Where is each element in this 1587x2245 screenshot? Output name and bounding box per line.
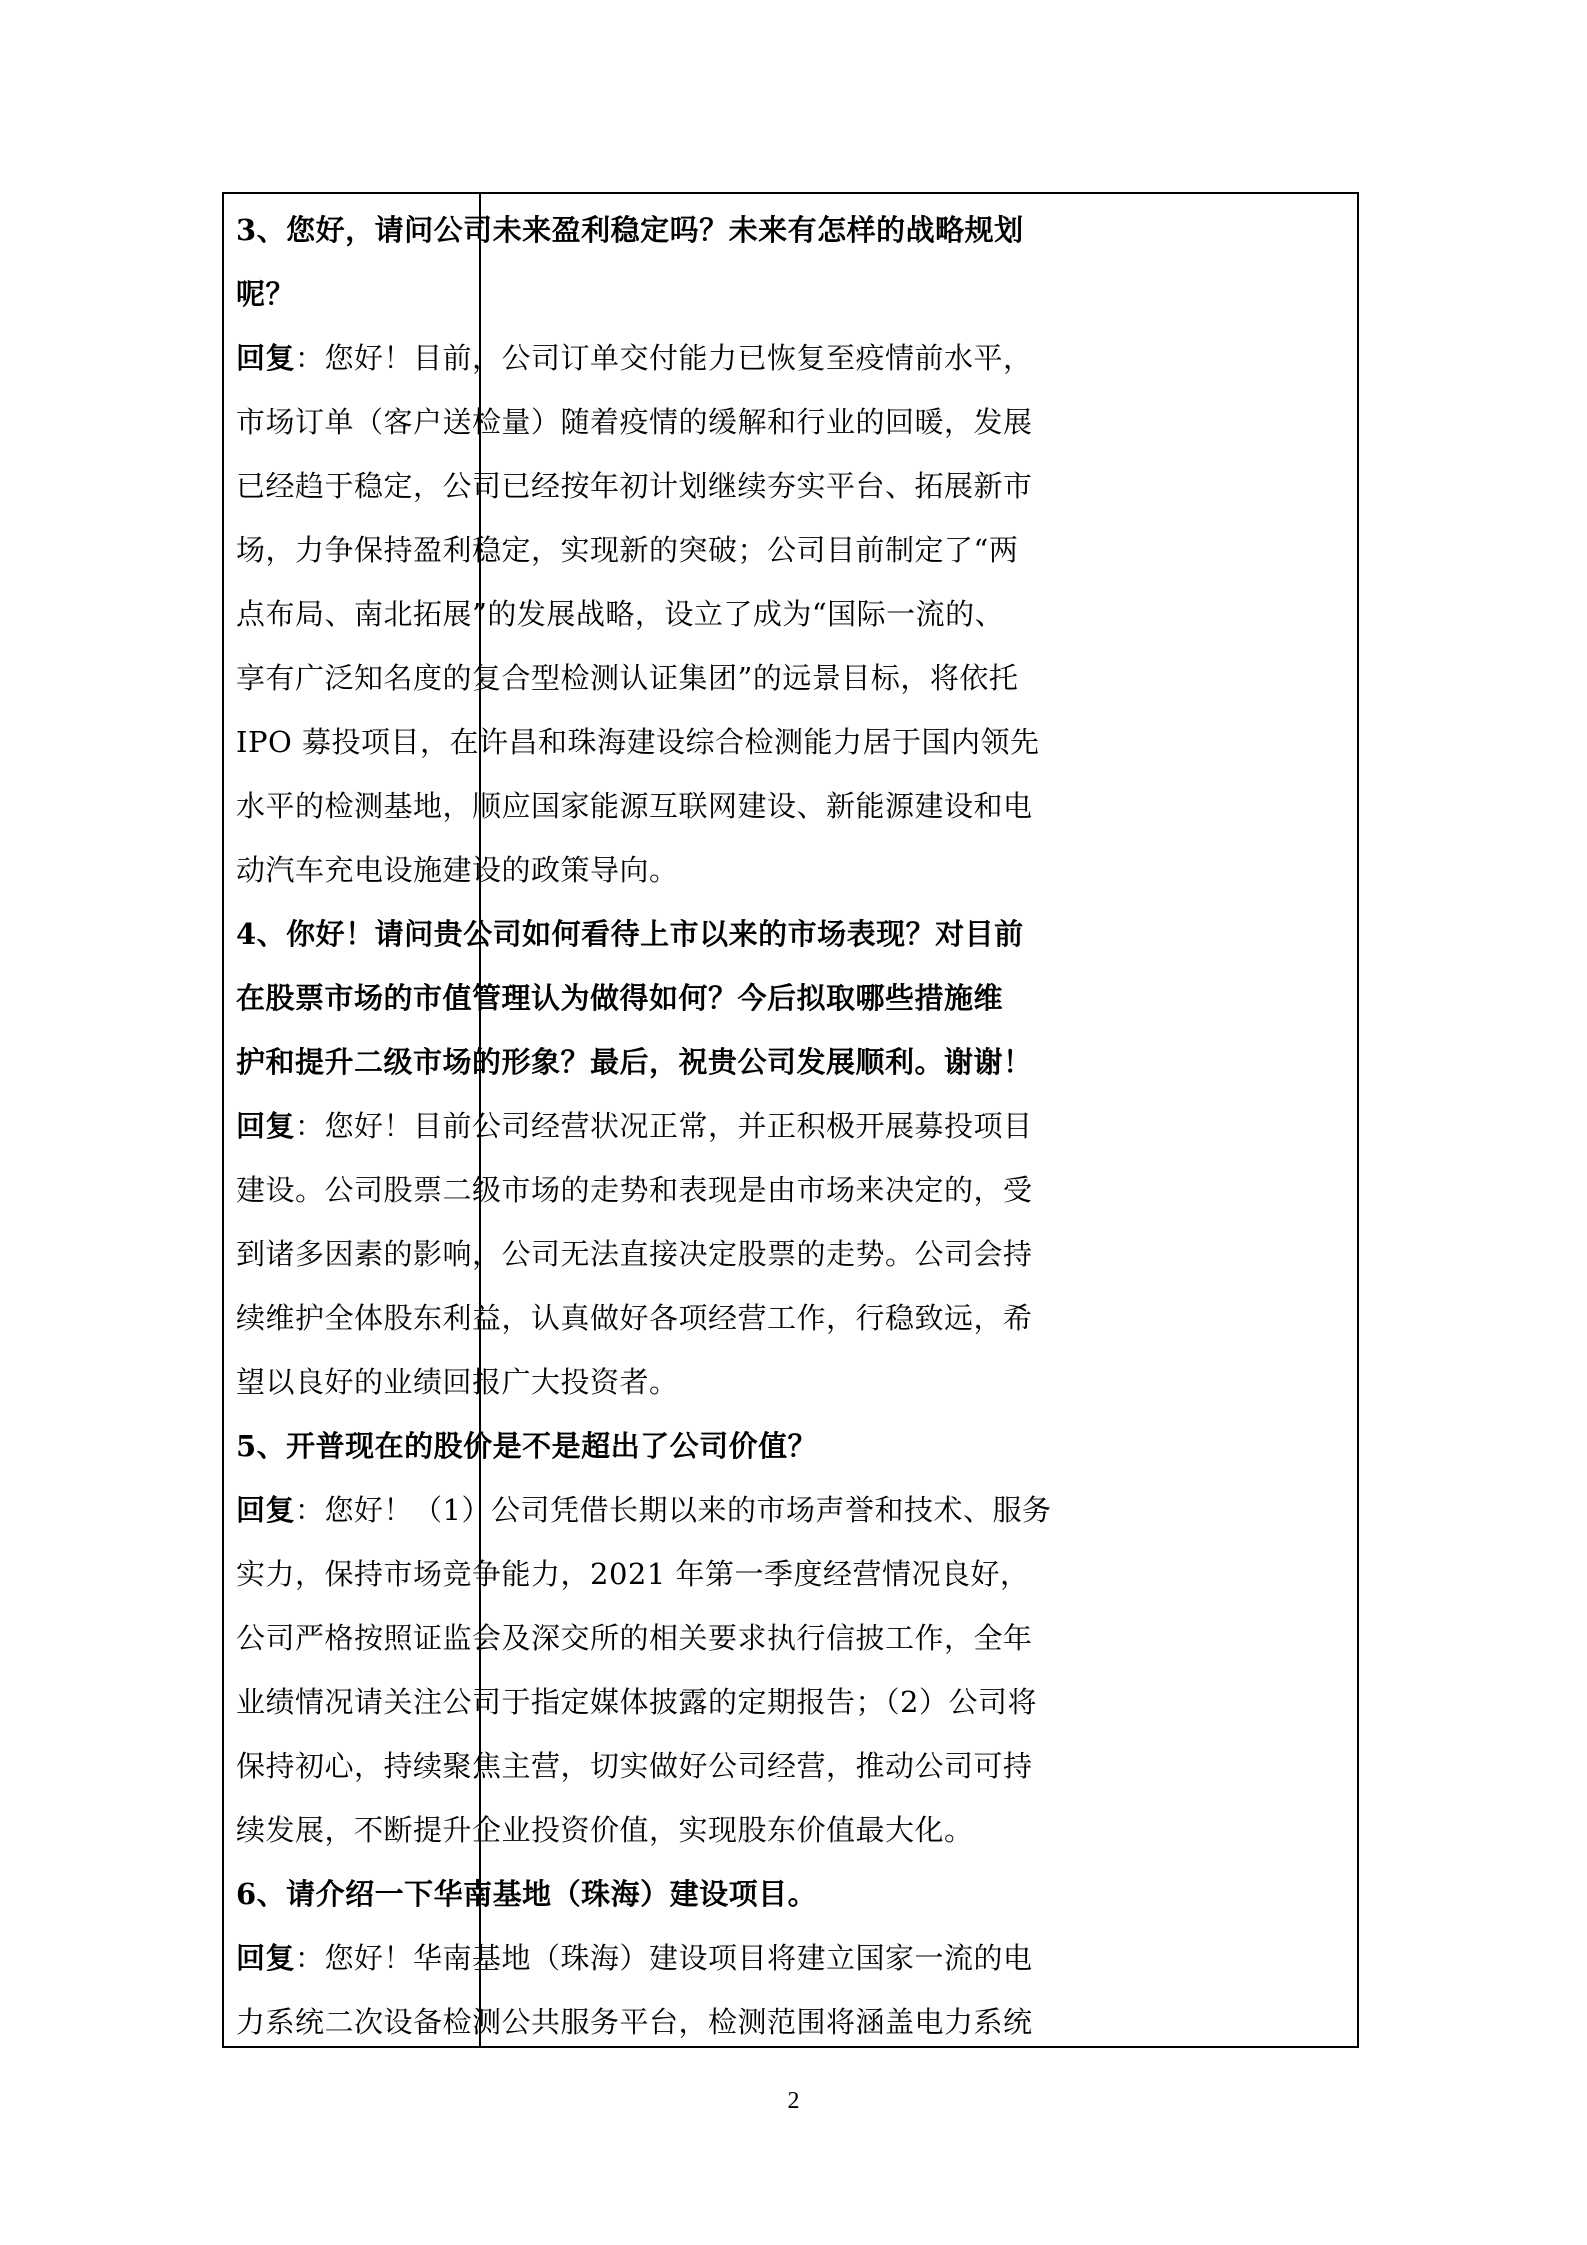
- line-text: 建设。公司股票二级市场的走势和表现是由市场来决定的，受: [236, 1173, 1033, 1207]
- question-line: [236, 1414, 1346, 1478]
- line-text: 5、开普现在的股价是不是超出了公司价值？: [236, 1429, 818, 1463]
- answer-line: [236, 1798, 1346, 1862]
- reply-line: [236, 1094, 1346, 1158]
- line-text: 动汽车充电设施建设的政策导向。: [236, 853, 679, 887]
- answer-line: [236, 710, 1346, 774]
- question-line: [236, 1030, 1346, 1094]
- line-text: 力系统二次设备检测公共服务平台，检测范围将涵盖电力系统: [236, 2005, 1033, 2039]
- reply-label: 回复: [236, 341, 296, 375]
- line-text: ：您好！（1）公司凭借长期以来的市场声誉和技术、服务: [295, 1493, 1052, 1527]
- answer-line: [236, 1990, 1346, 2054]
- answer-line: [236, 774, 1346, 838]
- line-text: 4、你好！请问贵公司如何看待上市以来的市场表现？对目前: [236, 917, 1024, 951]
- line-text: 实力，保持市场竞争能力，2021 年第一季度经营情况良好，: [236, 1557, 1030, 1591]
- line-text: ：您好！目前公司经营状况正常，并正积极开展募投项目: [295, 1109, 1033, 1143]
- line-text: ：您好！华南基地（珠海）建设项目将建立国家一流的电: [295, 1941, 1033, 1975]
- answer-line: [236, 1222, 1346, 1286]
- line-text: 6、请介绍一下华南基地（珠海）建设项目。: [236, 1877, 818, 1911]
- answer-line: [236, 1670, 1346, 1734]
- line-text: 点布局、南北拓展”的发展战略，设立了成为“国际一流的、: [236, 597, 1005, 631]
- answer-line: [236, 1542, 1346, 1606]
- answer-line: [236, 582, 1346, 646]
- line-text: 业绩情况请关注公司于指定媒体披露的定期报告；（2）公司将: [236, 1685, 1037, 1719]
- line-text: 保持初心，持续聚焦主营，切实做好公司经营，推动公司可持: [236, 1749, 1033, 1783]
- reply-label: 回复: [236, 1941, 296, 1975]
- line-text: 望以良好的业绩回报广大投资者。: [236, 1365, 679, 1399]
- question-line: [236, 966, 1346, 1030]
- question-line: [236, 1862, 1346, 1926]
- line-text: 到诸多因素的影响，公司无法直接决定股票的走势。公司会持: [236, 1237, 1033, 1271]
- line-text: 3、您好，请问公司未来盈利稳定吗？未来有怎样的战略规划: [236, 213, 1024, 247]
- reply-line: [236, 1478, 1346, 1542]
- reply-label: 回复: [236, 1493, 296, 1527]
- answer-line: [236, 1286, 1346, 1350]
- line-text: 已经趋于稳定，公司已经按年初计划继续夯实平台、拓展新市: [236, 469, 1033, 503]
- question-line: [236, 262, 1346, 326]
- question-line: [236, 198, 1346, 262]
- question-line: [236, 902, 1346, 966]
- answer-line: [236, 1606, 1346, 1670]
- line-text: 公司严格按照证监会及深交所的相关要求执行信披工作，全年: [236, 1621, 1033, 1655]
- answer-line: [236, 390, 1346, 454]
- line-text: 在股票市场的市值管理认为做得如何？今后拟取哪些措施维: [236, 981, 1004, 1015]
- line-text: 水平的检测基地，顺应国家能源互联网建设、新能源建设和电: [236, 789, 1033, 823]
- reply-label: 回复: [236, 1109, 296, 1143]
- answer-line: [236, 1350, 1346, 1414]
- answer-line: [236, 454, 1346, 518]
- line-text: ：您好！目前，公司订单交付能力已恢复至疫情前水平，: [295, 341, 1033, 375]
- answer-line: [236, 518, 1346, 582]
- line-text: IPO 募投项目，在许昌和珠海建设综合检测能力居于国内领先: [236, 725, 1040, 759]
- line-text: 护和提升二级市场的形象？最后，祝贵公司发展顺利。谢谢！: [236, 1045, 1033, 1079]
- line-text: 续维护全体股东利益，认真做好各项经营工作，行稳致远，希: [236, 1301, 1033, 1335]
- line-text: 场，力争保持盈利稳定，实现新的突破；公司目前制定了“两: [236, 533, 1019, 567]
- line-text: 市场订单（客户送检量）随着疫情的缓解和行业的回暖，发展: [236, 405, 1033, 439]
- qa-content: [236, 198, 1346, 2054]
- line-text: 呢？: [236, 277, 296, 311]
- line-text: 享有广泛知名度的复合型检测认证集团”的远景目标，将依托: [236, 661, 1019, 695]
- answer-line: [236, 646, 1346, 710]
- line-text: 续发展，不断提升企业投资价值，实现股东价值最大化。: [236, 1813, 974, 1847]
- reply-line: [236, 1926, 1346, 1990]
- answer-line: [236, 838, 1346, 902]
- reply-line: [236, 326, 1346, 390]
- page-number: 2: [787, 2088, 800, 2114]
- answer-line: [236, 1734, 1346, 1798]
- answer-line: [236, 1158, 1346, 1222]
